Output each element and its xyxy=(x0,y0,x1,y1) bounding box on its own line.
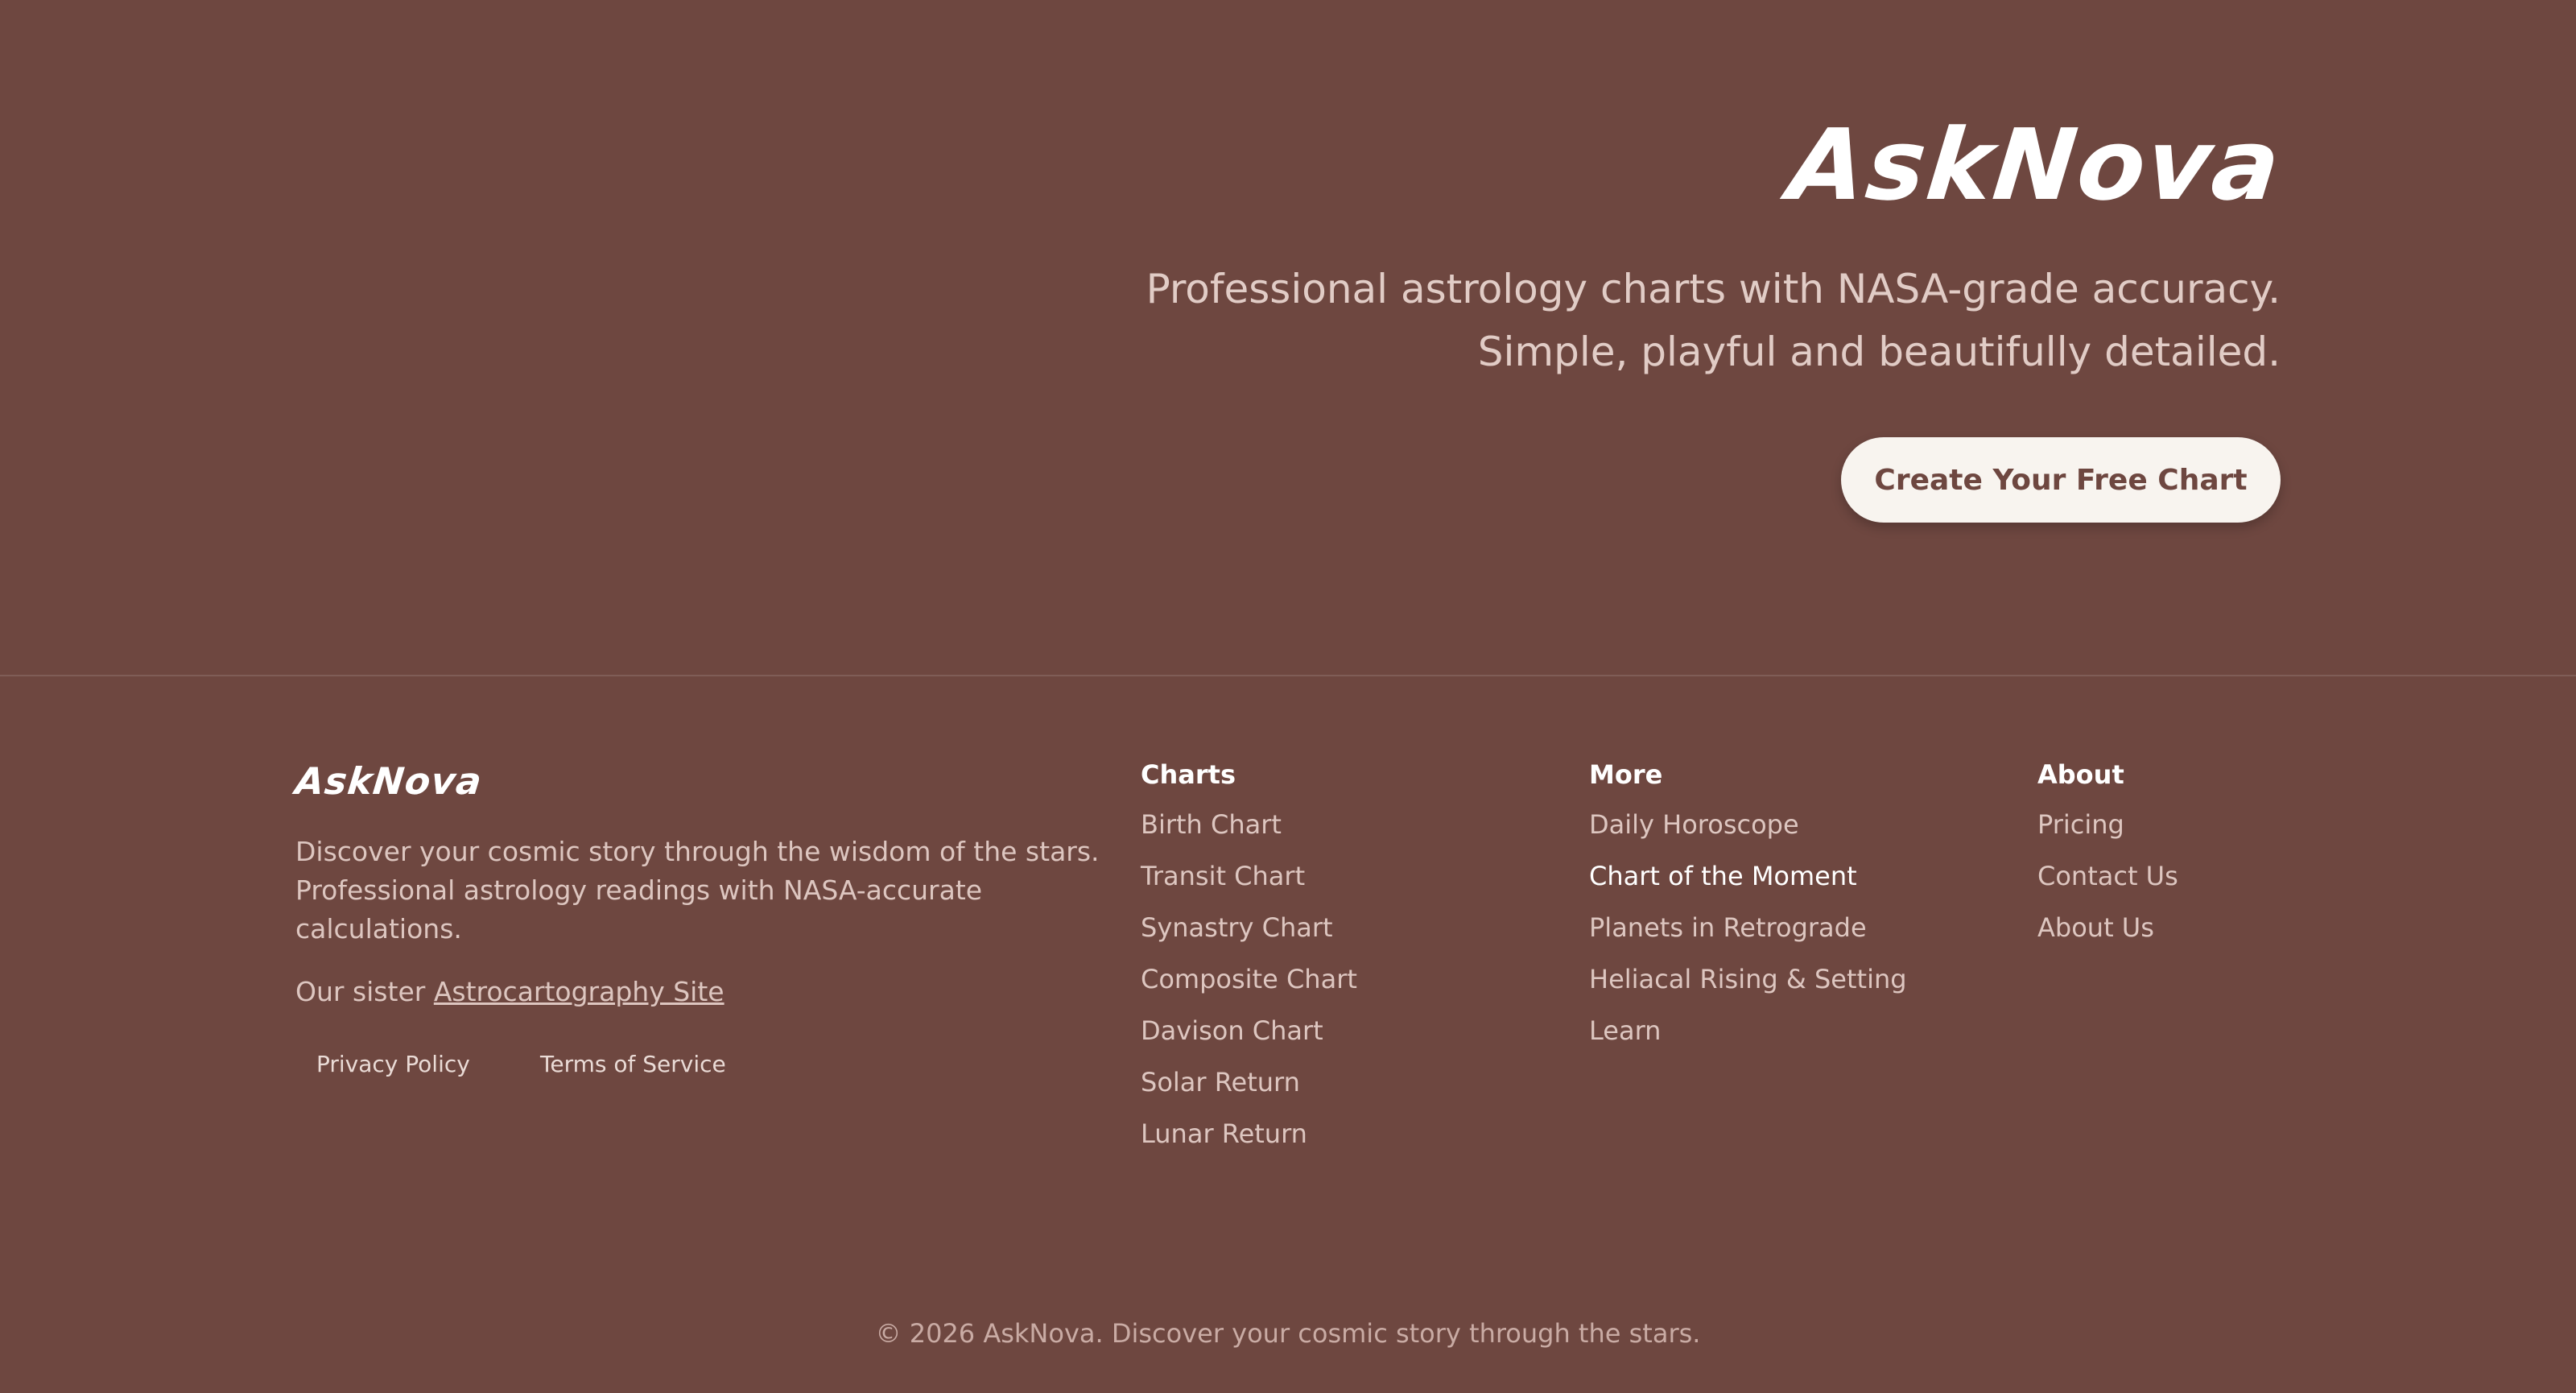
link-davison-chart[interactable]: Davison Chart xyxy=(1141,1015,1323,1046)
link-synastry-chart[interactable]: Synastry Chart xyxy=(1141,912,1333,943)
footer-description-line: calculations. xyxy=(295,913,462,945)
link-chart-of-the-moment[interactable]: Chart of the Moment xyxy=(1589,861,1857,891)
footer-column-more xyxy=(1589,754,1907,1061)
footer-logo[interactable]: AskNova xyxy=(293,759,485,803)
footer-description xyxy=(295,833,1100,949)
column-heading-more: More xyxy=(1589,759,1663,790)
sister-prefix: Our sister xyxy=(295,976,434,1007)
footer-description-line: Professional astrology readings with NASA-accurate xyxy=(295,874,983,906)
link-about-us[interactable]: About Us xyxy=(2037,912,2154,943)
link-solar-return[interactable]: Solar Return xyxy=(1141,1067,1300,1097)
sister-site-text xyxy=(295,973,724,1011)
link-planets-in-retrograde[interactable]: Planets in Retrograde xyxy=(1589,912,1867,943)
column-heading-charts: Charts xyxy=(1141,759,1236,790)
link-birth-chart[interactable]: Birth Chart xyxy=(1141,809,1282,840)
footer-column-about xyxy=(2037,754,2178,958)
link-heliacal-rising-setting[interactable]: Heliacal Rising & Setting xyxy=(1589,964,1907,994)
link-composite-chart[interactable]: Composite Chart xyxy=(1141,964,1357,994)
astrocartography-site-link[interactable]: Astrocartography Site xyxy=(433,976,724,1007)
column-heading-about: About xyxy=(2037,759,2124,790)
tagline-line-1: Professional astrology charts with NASA-grade accuracy. xyxy=(1146,266,2281,312)
link-daily-horoscope[interactable]: Daily Horoscope xyxy=(1589,809,1799,840)
create-free-chart-button[interactable]: Create Your Free Chart xyxy=(1841,437,2281,523)
link-contact-us[interactable]: Contact Us xyxy=(2037,861,2178,891)
terms-of-service-link[interactable]: Terms of Service xyxy=(540,1051,726,1077)
footer-column-charts xyxy=(1141,754,1357,1164)
hero-section xyxy=(0,0,2576,676)
hero-tagline xyxy=(1146,258,2281,383)
link-transit-chart[interactable]: Transit Chart xyxy=(1141,861,1306,891)
link-lunar-return[interactable]: Lunar Return xyxy=(1141,1118,1307,1149)
link-learn[interactable]: Learn xyxy=(1589,1015,1662,1046)
tagline-line-2: Simple, playful and beautifully detailed. xyxy=(1477,329,2281,375)
link-pricing[interactable]: Pricing xyxy=(2037,809,2124,840)
privacy-policy-link[interactable]: Privacy Policy xyxy=(316,1051,470,1077)
copyright-text: © 2026 AskNova. Discover your cosmic story through the stars. xyxy=(875,1318,1701,1349)
hero-logo: AskNova xyxy=(1783,108,2287,222)
footer-description-line: Discover your cosmic story through the wisdom of the stars. xyxy=(295,836,1100,867)
